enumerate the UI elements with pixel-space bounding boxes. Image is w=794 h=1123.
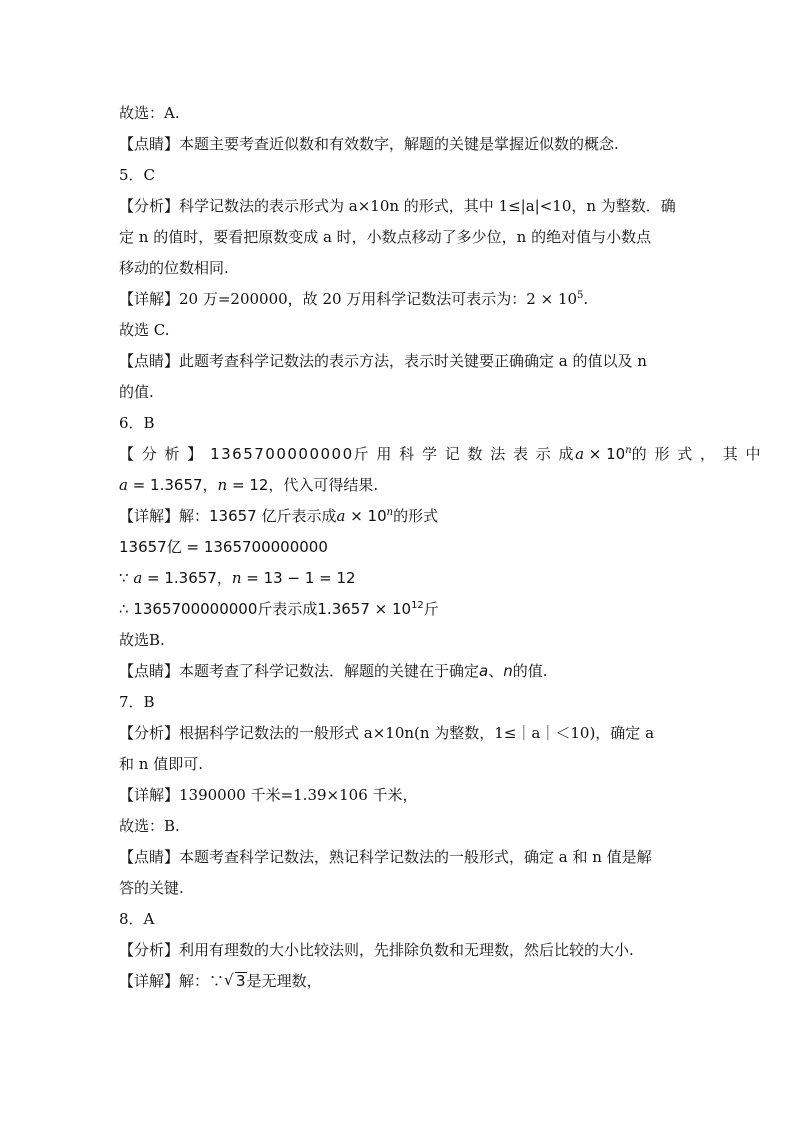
analysis-text-end: 的 形 式 ， 其 中 xyxy=(631,445,763,463)
question-5-analysis-cont-2: 移动的位数相同. xyxy=(119,259,229,277)
question-7-comment: 【点睛】本题考查科学记数法，熟记科学记数法的一般形式，确定 a 和 n 值是解 xyxy=(119,848,652,866)
question-5-answer: 5．C xyxy=(119,166,156,184)
question-6-analysis xyxy=(119,444,763,464)
question-8-analysis: 【分析】利用有理数的大小比较法则，先排除负数和无理数，然后比较的大小. xyxy=(119,941,634,959)
because-symbol: ∵ xyxy=(119,569,134,587)
question-5-solution xyxy=(119,289,679,309)
equals-value-2: = 13 − 1 = 12 xyxy=(241,569,356,587)
times-ten: × 10 xyxy=(345,507,387,525)
question-8-solution xyxy=(119,971,679,991)
question-6-therefore xyxy=(119,599,679,619)
var-a: a xyxy=(575,445,585,463)
answer-choice-line: 故选：A. xyxy=(119,104,180,122)
therefore-text: ∴ 1365700000000斤表示成1.3657 × 10 xyxy=(119,600,412,618)
solution-text: 【详解】20 万=200000，故 20 万用科学记数法可表示为：2 × 10 xyxy=(119,290,578,308)
solution-end: . xyxy=(583,290,589,308)
radical-sign: √ xyxy=(224,971,234,989)
question-5-comment-cont: 的值. xyxy=(119,383,154,401)
question-5-analysis-cont: 定 n 的值时，要看把原数变成 a 时，小数点移动了多少位，n 的绝对值与小数点 xyxy=(119,228,652,246)
solution-text: 【详解】解：∵ xyxy=(119,972,225,990)
radicand: 3 xyxy=(236,972,246,990)
comment-text: 【点睛】本题考查了科学记数法．解题的关键在于确定 xyxy=(119,662,480,680)
var-a: a xyxy=(336,507,346,525)
var-n: n xyxy=(231,569,242,587)
times-ten: × 10 xyxy=(584,445,626,463)
var-a: a xyxy=(119,476,128,494)
equals-value-2: = 12，代入可得结果. xyxy=(227,476,379,494)
question-6-analysis-cont xyxy=(119,475,679,495)
equals-value: = 1.3657， xyxy=(142,569,232,587)
question-7-comment-cont: 答的关键. xyxy=(119,879,184,897)
question-7-solution: 【详解】1390000 千米=1.39×106 千米， xyxy=(119,786,418,804)
question-6-choice: 故选B. xyxy=(119,631,165,649)
question-6-equation: 13657亿 = 1365700000000 xyxy=(119,538,328,556)
solution-text: 【详解】解：13657 亿斤表示成 xyxy=(119,507,337,525)
equals-value: = 1.3657， xyxy=(127,476,218,494)
question-7-answer: 7．B xyxy=(119,693,155,711)
question-8-answer: 8．A xyxy=(119,910,155,928)
var-n: n xyxy=(503,662,513,680)
question-6-comment xyxy=(119,661,679,681)
var-n: n xyxy=(217,476,228,494)
exponent: 5 xyxy=(577,290,584,301)
question-5-analysis: 【分析】科学记数法的表示形式为 a×10n 的形式，其中 1≤|a|<10，n 为整数．确 xyxy=(119,197,676,215)
question-6-answer: 6．B xyxy=(119,414,155,432)
exponent-n: n xyxy=(386,507,394,518)
separator: 、 xyxy=(488,662,504,680)
question-5-choice: 故选 C. xyxy=(119,321,170,339)
therefore-end: 斤 xyxy=(423,600,439,618)
question-7-analysis-cont: 和 n 值即可. xyxy=(119,755,203,773)
solution-end: 是无理数， xyxy=(246,972,322,990)
question-7-analysis: 【分析】根据科学记数法的一般形式 a×10n(n 为整数，1≤｜a｜＜10)，确定 a xyxy=(119,724,655,742)
exponent: 12 xyxy=(411,600,424,611)
analysis-text: 【 分 析 】 1365700000000斤 用 科 学 记 数 法 表 示 成 xyxy=(119,445,576,463)
question-5-comment: 【点睛】此题考查科学记数法的表示方法，表示时关键要正确确定 a 的值以及 n xyxy=(119,352,647,370)
square-root xyxy=(224,971,247,991)
question-7-choice: 故选：B. xyxy=(119,817,180,835)
comment-line: 【点睛】本题主要考查近似数和有效数字，解题的关键是掌握近似数的概念. xyxy=(119,135,619,153)
var-a: a xyxy=(133,569,143,587)
exponent-n: n xyxy=(625,445,632,456)
question-6-solution xyxy=(119,506,679,526)
question-6-because xyxy=(119,568,679,588)
solution-text-end: 的形式 xyxy=(393,507,439,525)
comment-end: 的值. xyxy=(512,662,548,680)
var-a: a xyxy=(479,662,489,680)
